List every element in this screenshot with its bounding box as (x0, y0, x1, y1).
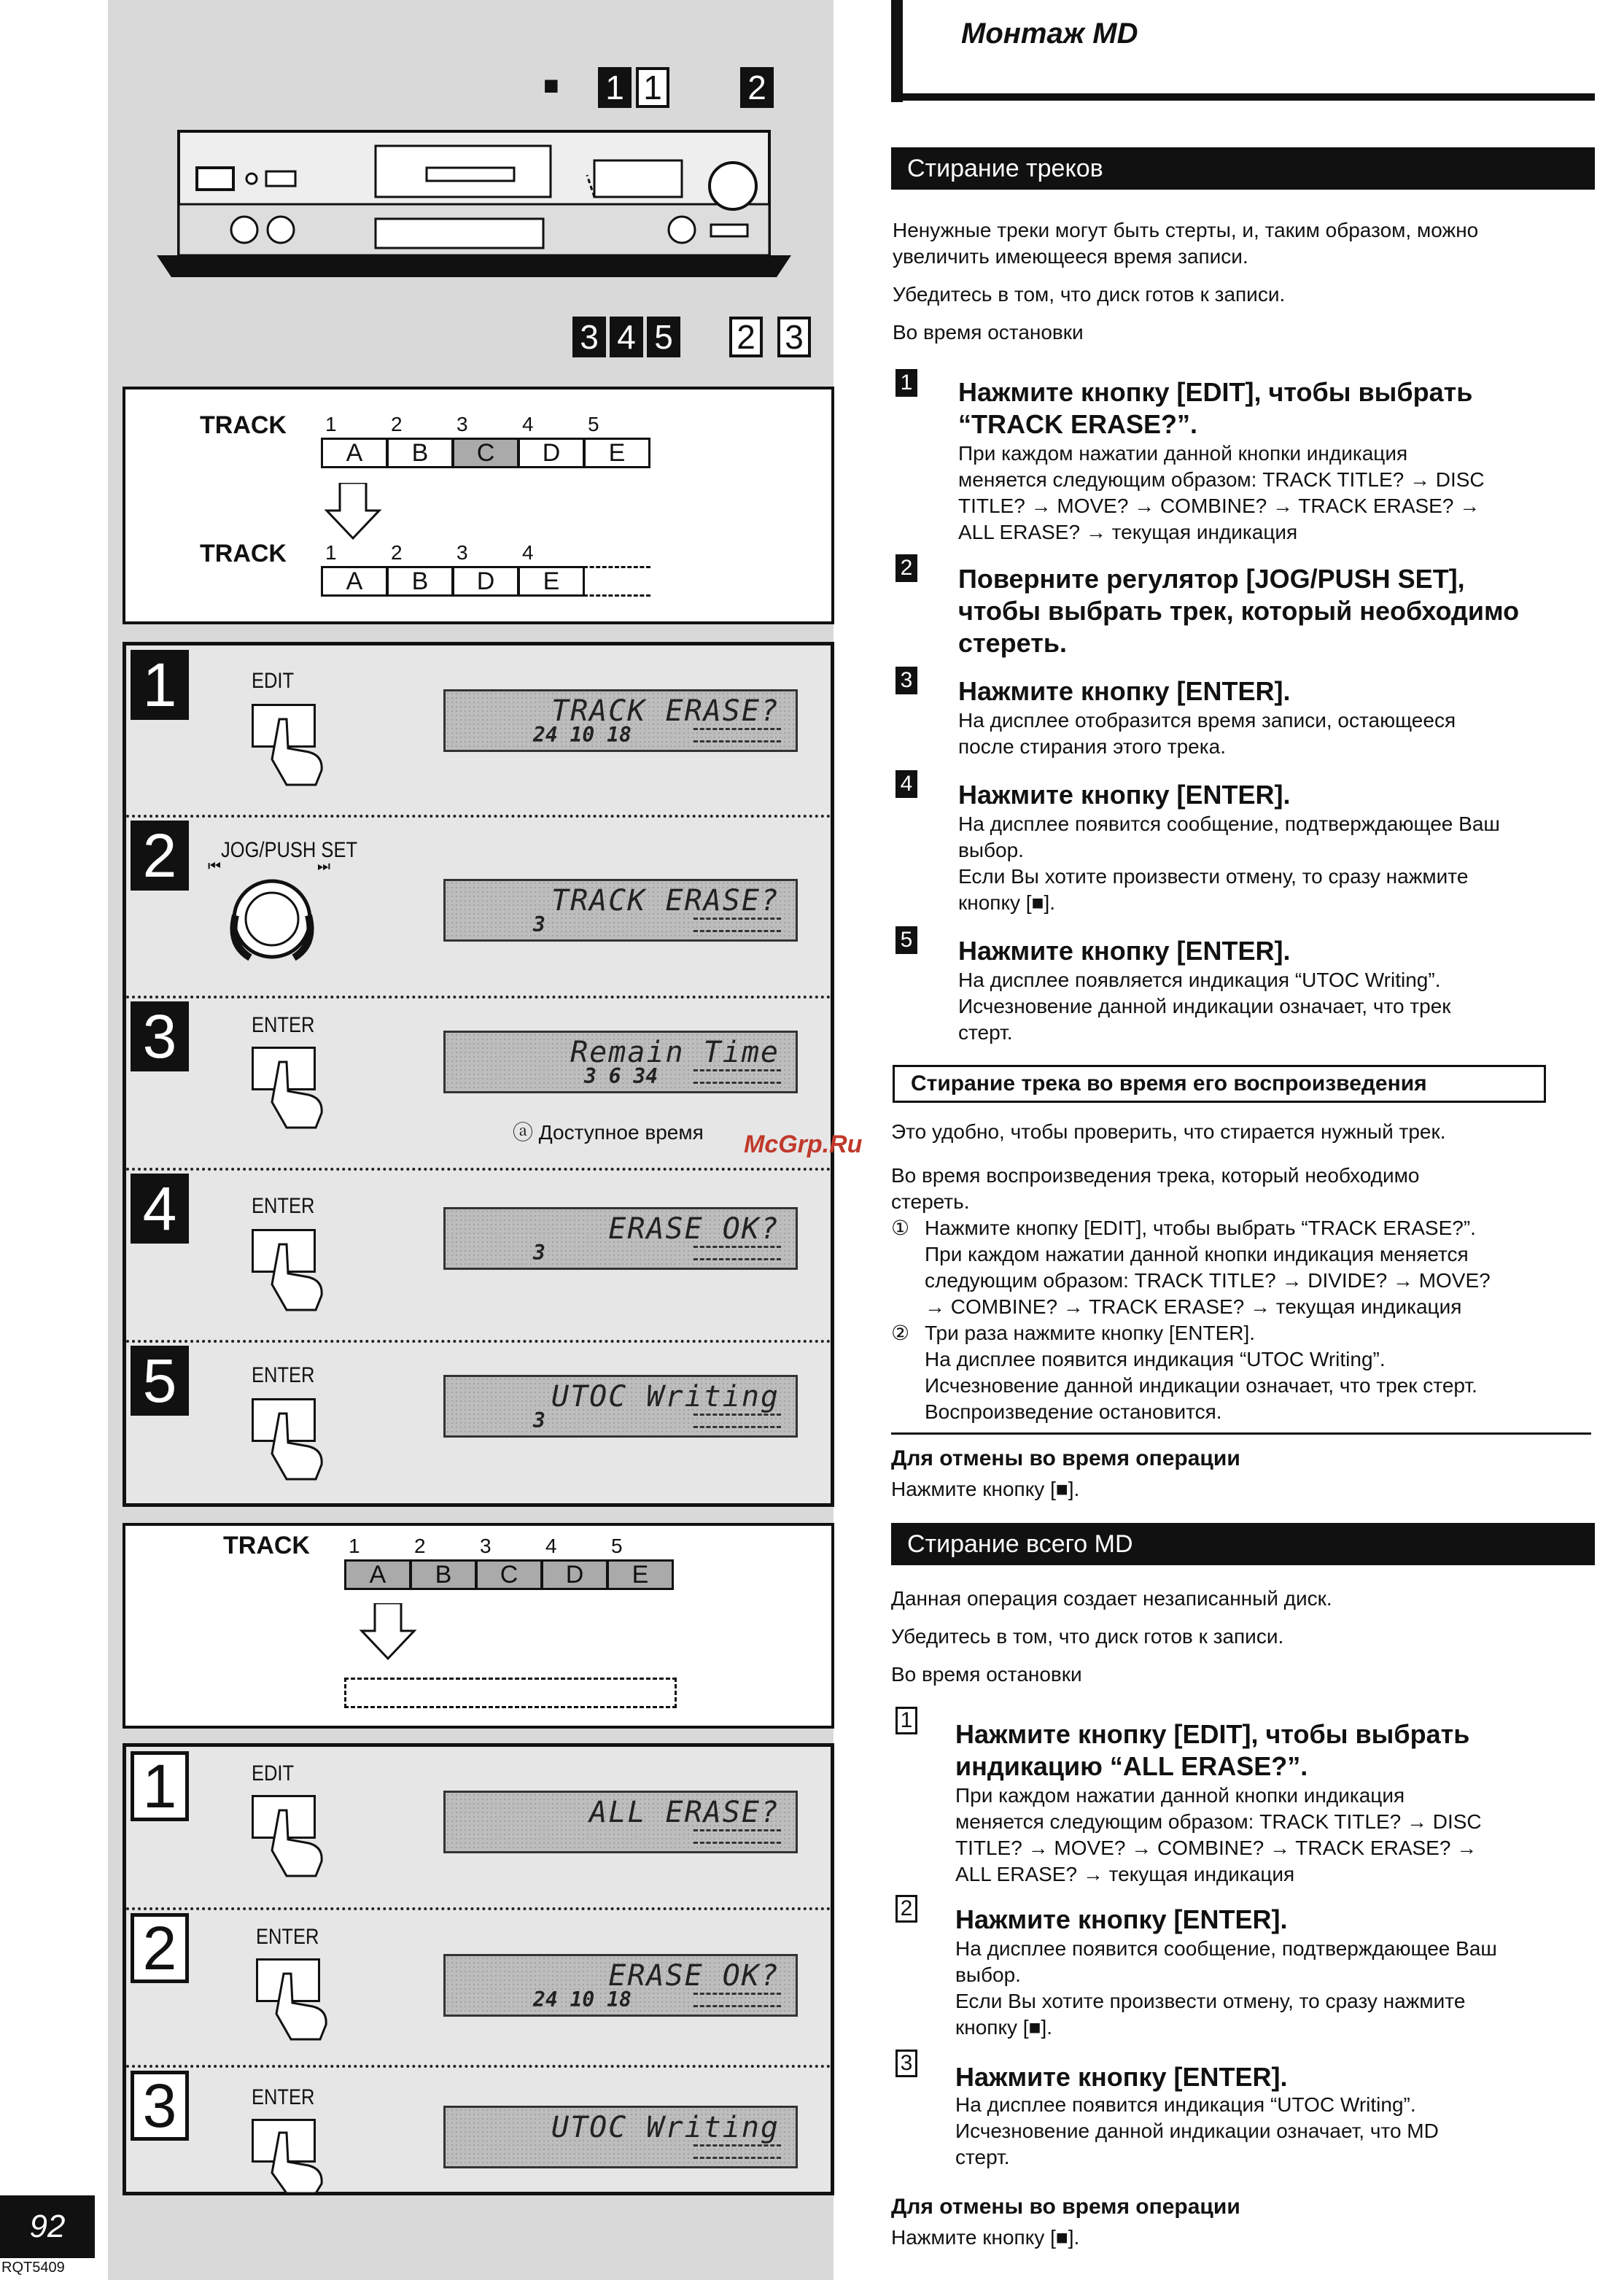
step-desc: ALL ERASE? → текущая индикация (955, 1863, 1295, 1885)
enter-button-label: ENTER (256, 1925, 319, 1949)
enter-button-label: ENTER (252, 2085, 315, 2109)
step-desc: На дисплее появится сообщение, подтверждающее Ваш (955, 1937, 1497, 1960)
available-time-caption: ⓐ Доступное время (513, 1121, 704, 1144)
jog-dial-icon[interactable] (221, 872, 323, 966)
lcd-sub-text: 3 6 34 (584, 1064, 658, 1088)
step-title: Нажмите кнопку [ENTER]. (958, 936, 1291, 966)
track-cell: A (321, 566, 388, 597)
lcd-display (443, 689, 798, 752)
track-num: 3 (456, 541, 468, 564)
enter-button-label: ENTER (252, 1194, 315, 1218)
page-title: Монтаж MD (961, 18, 1138, 50)
all-erase-steps-panel (123, 1743, 834, 2195)
step-number: 5 (131, 1346, 189, 1416)
track-num: 2 (391, 541, 403, 564)
doc-code: RQT5409 (1, 2260, 65, 2276)
step-marker: 5 (895, 926, 917, 954)
step-title: Нажмите кнопку [ENTER]. (955, 1904, 1288, 1934)
step-title: “TRACK ERASE?”. (958, 409, 1198, 439)
intro-text: Убедитесь в том, что диск готов к записи. (893, 283, 1286, 306)
step-marker: 3 (895, 667, 917, 694)
track-label: TRACK (200, 411, 287, 439)
step-number: 2 (131, 1913, 189, 1983)
lcd-display (443, 1954, 798, 2017)
list-text: Нажмите кнопку [EDIT], чтобы выбрать “TRACK ERASE?”. (925, 1217, 1476, 1239)
step-desc: На дисплее отобразится время записи, остающееся (958, 709, 1456, 732)
lcd-main-text: TRACK ERASE? (551, 884, 780, 918)
step-desc: Если Вы хотите произвести отмену, то сразу нажмите (958, 865, 1469, 888)
lcd-display (443, 2106, 798, 2168)
step-divider (126, 1907, 831, 1910)
jog-label: JOG/PUSH SET (221, 838, 358, 862)
step-desc: ALL ERASE? → текущая индикация (958, 521, 1298, 543)
track-num: 2 (414, 1535, 426, 1557)
cancel-title: Для отмены во время операции (891, 1446, 1240, 1470)
step-marker: 1 (895, 1707, 917, 1734)
watermark: McGrp.Ru (744, 1131, 863, 1158)
callout-2b: 2 (729, 317, 763, 357)
step-desc: На дисплее появляется индикация “UTOC Writing”. (958, 969, 1441, 991)
step-marker: 1 (895, 369, 917, 397)
intro-text: увеличить имеющееся время записи. (893, 245, 1248, 268)
step-divider (126, 2065, 831, 2068)
list-text: При каждом нажатии данной кнопки индикация меняется (925, 1243, 1469, 1265)
step-desc: меняется следующим образом: TRACK TITLE? → DISC (955, 1810, 1482, 1833)
track-num: 5 (588, 413, 599, 435)
track-num: 1 (325, 413, 337, 435)
intro-text: Убедитесь в том, что диск готов к записи. (891, 1625, 1284, 1648)
lcd-sub-text: 24 10 18 (533, 723, 632, 747)
callout-3: 3 (572, 317, 606, 357)
intro-text: Данная операция создает незаписанный диск. (891, 1587, 1332, 1610)
step-number: 4 (131, 1174, 189, 1244)
track-label: TRACK (200, 540, 287, 567)
hand-press-icon (269, 1970, 335, 2043)
step-divider (126, 1340, 831, 1343)
cancel-title: Для отмены во время операции (891, 2195, 1240, 2219)
step-desc: TITLE? → MOVE? → COMBINE? → TRACK ERASE? → (955, 1837, 1477, 1859)
step-desc: выбор. (958, 839, 1024, 861)
lcd-level-bars (693, 1246, 781, 1260)
lcd-display (443, 1031, 798, 1093)
list-text: Исчезновение данной индикации означает, что трек стерт. (925, 1374, 1477, 1397)
track-cell: D (541, 1559, 608, 1590)
track-cell: C (475, 1559, 543, 1590)
track-cell: E (518, 566, 585, 597)
step-title: стереть. (958, 628, 1067, 658)
step-title: Нажмите кнопку [EDIT], чтобы выбрать (955, 1719, 1470, 1749)
step-desc: На дисплее появится сообщение, подтверждающее Ваш (958, 813, 1500, 835)
track-num: 4 (522, 541, 534, 564)
track-erase-steps-panel (123, 642, 834, 1507)
lcd-sub-text: 24 10 18 (533, 1988, 632, 2012)
md-deck-illustration (157, 117, 799, 299)
step-marker: 3 (895, 2050, 917, 2077)
lcd-display (443, 1791, 798, 1853)
track-num: 1 (349, 1535, 360, 1557)
list-marker: ② (891, 1322, 910, 1344)
track-num: 3 (480, 1535, 492, 1557)
track-cell: A (321, 438, 388, 468)
step-marker: 4 (895, 770, 917, 798)
step-title: Нажмите кнопку [ENTER]. (955, 2062, 1288, 2092)
lcd-display (443, 879, 798, 942)
step-divider (126, 996, 831, 999)
callout-2: 2 (740, 67, 774, 108)
track-num: 1 (325, 541, 337, 564)
step-marker: 2 (895, 554, 917, 582)
lcd-level-bars (693, 918, 781, 932)
track-cell: B (386, 438, 454, 468)
lcd-main-text: ALL ERASE? (589, 1796, 780, 1829)
step-desc: после стирания этого трека. (958, 735, 1226, 758)
lcd-level-bars (693, 1829, 781, 1844)
list-marker: ① (891, 1217, 910, 1239)
body-text: Это удобно, чтобы проверить, что стирается нужный трек. (891, 1120, 1446, 1143)
step-desc: На дисплее появится индикация “UTOC Writing”. (955, 2093, 1416, 2116)
step-desc: кнопку [■]. (955, 2016, 1053, 2039)
lcd-display (443, 1375, 798, 1438)
md-deck-drawing (157, 117, 799, 299)
track-num: 4 (545, 1535, 557, 1557)
callout-1a: 1 (598, 67, 632, 108)
enter-button-label: ENTER (252, 1363, 315, 1387)
hand-press-icon (265, 1807, 330, 1880)
edit-button-label: EDIT (252, 1761, 295, 1785)
callout-5: 5 (647, 317, 680, 357)
step-number: 2 (131, 821, 189, 891)
hand-press-icon (265, 2129, 330, 2195)
list-text: На дисплее появится индикация “UTOC Writing”. (925, 1348, 1386, 1370)
track-cell-selected: C (452, 438, 519, 468)
track-cell: E (583, 438, 650, 468)
cancel-text: Нажмите кнопку [■]. (891, 1478, 1080, 1500)
lcd-sub-text: 3 (533, 912, 545, 937)
step-desc: стерт. (955, 2146, 1010, 2168)
lcd-sub-text: 3 (533, 1408, 545, 1432)
track-num: 2 (391, 413, 403, 435)
step-title: чтобы выбрать трек, который необходимо (958, 596, 1520, 626)
intro-text: Ненужные треки могут быть стерты, и, таким образом, можно (893, 219, 1479, 241)
step-title: Нажмите кнопку [ENTER]. (958, 780, 1291, 810)
lcd-display (443, 1207, 798, 1270)
step-desc: выбор. (955, 1963, 1021, 1986)
section-heading: Стирание всего MD (891, 1523, 1595, 1565)
intro-text: Во время остановки (893, 321, 1084, 344)
hand-press-icon (265, 716, 330, 788)
empty-track-placeholder (583, 566, 650, 597)
callout-4: 4 (610, 317, 643, 357)
lcd-level-bars (693, 1414, 781, 1428)
down-arrow-icon (324, 483, 382, 541)
lcd-level-bars (693, 2144, 781, 2159)
lcd-main-text: ERASE OK? (608, 1212, 780, 1246)
track-cell: E (607, 1559, 674, 1590)
page-number: 92 (0, 2195, 95, 2258)
step-desc: кнопку [■]. (958, 891, 1056, 914)
divider (891, 1432, 1591, 1435)
track-cell: B (386, 566, 454, 597)
edit-button-label: EDIT (252, 669, 295, 693)
lcd-level-bars (693, 1993, 781, 2007)
step-desc: Если Вы хотите произвести отмену, то сразу нажмите (955, 1990, 1466, 2012)
skip-back-icon: ⏮ (208, 858, 221, 875)
track-cell: D (518, 438, 585, 468)
step-desc: TITLE? → MOVE? → COMBINE? → TRACK ERASE? → (958, 495, 1480, 517)
track-num: 4 (522, 413, 534, 435)
list-text: Воспроизведение остановится. (925, 1400, 1222, 1423)
track-diagram-before-after (123, 387, 834, 624)
intro-text: Во время остановки (891, 1663, 1082, 1686)
list-text: следующим образом: TRACK TITLE? → DIVIDE? → MOVE? (925, 1269, 1491, 1292)
callout-1b: 1 (636, 67, 669, 108)
lcd-main-text: ERASE OK? (608, 1959, 780, 1993)
step-desc: стерт. (958, 1021, 1013, 1044)
step-divider (126, 1168, 831, 1171)
step-number: 1 (131, 650, 189, 720)
step-title: Поверните регулятор [JOG/PUSH SET], (958, 564, 1465, 594)
track-cell: D (452, 566, 519, 597)
subsection-heading: Стирание трека во время его воспроизведения (893, 1065, 1546, 1103)
hand-press-icon (265, 1410, 330, 1483)
section-heading: Стирание треков (891, 147, 1595, 190)
step-title: индикацию “ALL ERASE?”. (955, 1751, 1308, 1781)
body-text: Во время воспроизведения трека, который необходимо (891, 1164, 1420, 1187)
skip-forward-icon: ⏭ (317, 858, 330, 875)
header-underline (891, 93, 1595, 101)
track-label: TRACK (223, 1532, 310, 1559)
header-bar (891, 0, 903, 102)
track-cell: A (344, 1559, 411, 1590)
step-number: 3 (131, 1001, 189, 1071)
step-title: Нажмите кнопку [EDIT], чтобы выбрать (958, 377, 1473, 407)
step-title: Нажмите кнопку [ENTER]. (958, 676, 1291, 706)
list-text: → COMBINE? → TRACK ERASE? → текущая индикация (925, 1295, 1462, 1318)
step-desc: При каждом нажатии данной кнопки индикация (958, 442, 1408, 465)
cancel-text: Нажмите кнопку [■]. (891, 2226, 1080, 2249)
lcd-sub-text: 3 (533, 1241, 545, 1265)
down-arrow-icon (359, 1603, 417, 1661)
body-text: стереть. (891, 1190, 970, 1213)
step-desc: Исчезновение данной индикации означает, что трек (958, 995, 1451, 1017)
list-text: Три раза нажмите кнопку [ENTER]. (925, 1322, 1256, 1344)
hand-press-icon (265, 1058, 330, 1131)
track-cell: B (410, 1559, 477, 1590)
step-number: 3 (131, 2071, 189, 2141)
step-number: 1 (131, 1751, 189, 1821)
lcd-level-bars (693, 1069, 781, 1084)
lcd-main-text: Remain Time (570, 1036, 780, 1069)
lcd-main-text: UTOC Writing (551, 1380, 780, 1414)
track-num: 3 (456, 413, 468, 435)
step-marker: 2 (895, 1895, 917, 1923)
step-desc: меняется следующим образом: TRACK TITLE? → DISC (958, 468, 1485, 491)
step-divider (126, 815, 831, 818)
step-desc: Исчезновение данной индикации означает, что MD (955, 2120, 1439, 2142)
lcd-main-text: UTOC Writing (551, 2111, 780, 2144)
lcd-level-bars (693, 728, 781, 742)
step-desc: При каждом нажатии данной кнопки индикация (955, 1784, 1405, 1807)
lcd-main-text: TRACK ERASE? (551, 694, 780, 728)
all-erase-diagram (123, 1523, 834, 1729)
stop-callout: ■ (543, 70, 559, 100)
callout-3b: 3 (777, 317, 811, 357)
hand-press-icon (265, 1241, 330, 1314)
track-num: 5 (611, 1535, 623, 1557)
enter-button-label: ENTER (252, 1013, 315, 1037)
empty-disc-placeholder (344, 1678, 677, 1708)
